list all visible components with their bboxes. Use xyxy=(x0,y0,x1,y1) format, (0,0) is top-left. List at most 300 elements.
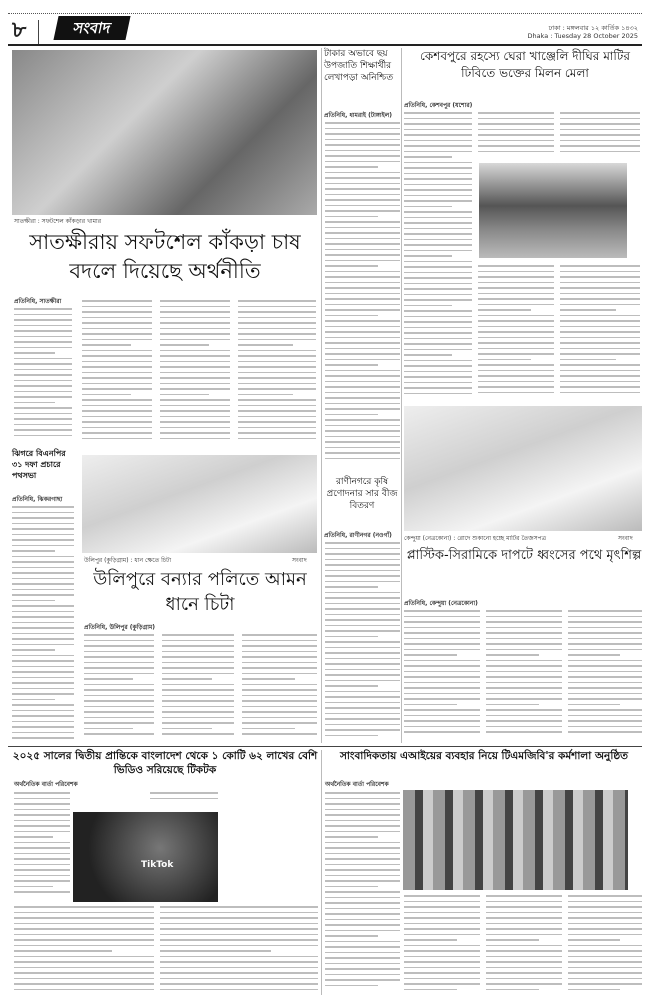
text-line xyxy=(160,950,271,952)
text-line xyxy=(486,726,562,728)
text-line xyxy=(560,134,640,136)
text-line xyxy=(560,145,640,147)
text-line xyxy=(14,336,72,338)
text-line xyxy=(404,189,472,191)
text-line xyxy=(325,713,400,715)
text-line xyxy=(486,906,562,908)
text-line xyxy=(568,671,642,673)
text-line xyxy=(325,718,400,720)
text-line xyxy=(404,283,472,285)
pottery-headline: প্লাস্টিক-সিরামিকে দাপটে ধ্বংসের পথে মৃৎশিল্প xyxy=(406,548,642,563)
column-rule xyxy=(401,48,402,743)
text-line xyxy=(325,194,400,196)
text-line xyxy=(486,978,562,980)
text-line xyxy=(404,321,472,323)
text-line xyxy=(568,989,620,991)
text-line xyxy=(82,361,152,363)
text-line xyxy=(486,676,562,678)
text-line xyxy=(325,133,400,135)
text-line xyxy=(404,365,472,367)
text-line xyxy=(404,244,472,246)
text-line xyxy=(160,906,318,908)
text-line xyxy=(12,594,74,596)
text-line xyxy=(404,643,480,645)
bnp-body xyxy=(12,506,74,743)
text-line xyxy=(12,561,74,563)
text-line xyxy=(404,720,480,722)
text-line xyxy=(325,564,400,566)
text-line xyxy=(478,140,554,142)
text-line xyxy=(568,693,642,695)
text-line xyxy=(84,678,133,680)
ulipur-byline: প্রতিনিধি, উলিপুর (কুড়িগ্রাম) xyxy=(84,624,156,631)
text-line xyxy=(325,735,378,737)
text-line xyxy=(12,589,74,591)
text-line xyxy=(12,523,74,525)
text-line xyxy=(325,575,400,577)
text-line xyxy=(12,512,74,514)
text-line xyxy=(14,325,72,327)
text-line xyxy=(486,961,562,963)
text-line xyxy=(325,430,400,432)
text-line xyxy=(478,386,554,388)
text-line xyxy=(325,249,400,251)
text-line xyxy=(486,654,539,656)
text-line xyxy=(238,361,316,363)
text-line xyxy=(568,649,642,651)
text-line xyxy=(325,392,400,394)
text-line xyxy=(325,674,400,676)
text-line xyxy=(12,611,74,613)
text-line xyxy=(486,660,562,662)
text-line xyxy=(242,706,317,708)
newspaper-logo: সংবাদ xyxy=(53,16,130,40)
text-line xyxy=(325,172,400,174)
text-line xyxy=(478,276,554,278)
text-line xyxy=(568,731,642,733)
text-line xyxy=(325,304,400,306)
text-line xyxy=(14,352,55,354)
text-line xyxy=(325,842,400,844)
text-line xyxy=(404,228,472,230)
text-line xyxy=(478,298,554,300)
text-line xyxy=(160,366,230,368)
text-line xyxy=(160,978,318,980)
text-line xyxy=(238,377,316,379)
text-line xyxy=(12,704,74,706)
text-line xyxy=(486,989,539,991)
text-line xyxy=(486,704,539,706)
text-line xyxy=(325,238,400,240)
text-line xyxy=(404,173,472,175)
pottery-body-col3 xyxy=(568,610,642,740)
text-line xyxy=(325,419,400,421)
text-line xyxy=(478,370,554,372)
text-line xyxy=(568,643,642,645)
text-line xyxy=(404,704,457,706)
text-line xyxy=(160,383,230,385)
text-line xyxy=(242,689,317,691)
text-line xyxy=(486,715,562,717)
text-line xyxy=(14,928,154,930)
text-line xyxy=(82,311,152,313)
text-line xyxy=(404,305,452,307)
text-line xyxy=(404,233,472,235)
text-line xyxy=(568,967,642,969)
text-line xyxy=(325,696,400,698)
text-line xyxy=(325,902,400,904)
text-line xyxy=(242,645,317,647)
text-line xyxy=(404,895,480,897)
text-line xyxy=(14,831,70,833)
text-line xyxy=(14,825,70,827)
text-line xyxy=(325,636,378,638)
text-line xyxy=(568,945,642,947)
text-line xyxy=(478,375,554,377)
text-line xyxy=(325,614,400,616)
text-line xyxy=(12,572,74,574)
text-line xyxy=(325,337,400,339)
text-line xyxy=(325,930,400,932)
satkhira-body-col2 xyxy=(82,300,152,448)
keshabpur-body-col1 xyxy=(404,112,472,402)
text-line xyxy=(560,293,640,295)
text-line xyxy=(325,254,400,256)
keshabpur-body-col5 xyxy=(560,265,640,400)
text-line xyxy=(486,928,562,930)
text-line xyxy=(568,923,642,925)
text-line xyxy=(404,649,480,651)
text-line xyxy=(242,667,317,669)
text-line xyxy=(404,632,480,634)
tiktok-photo xyxy=(73,812,218,902)
tiktok-headline: ২০২৫ সালের দ্বিতীয় প্রান্তিকে বাংলাদেশ থেকে ১ কোটি ৬২ লাখের বেশি ভিডিও সরিয়েছে টিকটক xyxy=(12,750,318,776)
ulipur-photo-credit: সংবাদ xyxy=(292,557,307,564)
text-line xyxy=(325,985,378,987)
text-line xyxy=(238,438,316,440)
text-line xyxy=(404,906,480,908)
text-line xyxy=(560,151,640,153)
text-line xyxy=(560,326,640,328)
text-line xyxy=(404,151,472,153)
text-line xyxy=(325,853,400,855)
text-line xyxy=(160,945,318,947)
column-rule xyxy=(321,750,322,995)
text-line xyxy=(560,392,640,394)
text-line xyxy=(404,387,472,389)
text-line xyxy=(325,792,400,794)
ulipur-photo xyxy=(82,455,317,553)
text-line xyxy=(162,634,234,636)
text-line xyxy=(404,206,452,208)
text-line xyxy=(238,421,316,423)
text-line xyxy=(238,344,293,346)
text-line xyxy=(478,342,554,344)
text-line xyxy=(560,342,640,344)
text-line xyxy=(12,605,74,607)
text-line xyxy=(14,956,154,958)
text-line xyxy=(160,961,318,963)
text-line xyxy=(12,699,55,701)
text-line xyxy=(325,408,400,410)
text-line xyxy=(325,353,400,355)
text-line xyxy=(160,361,230,363)
text-line xyxy=(84,695,154,697)
text-line xyxy=(238,399,316,401)
text-line xyxy=(160,912,318,914)
text-line xyxy=(160,372,230,374)
text-line xyxy=(162,684,234,686)
text-line xyxy=(325,798,400,800)
text-line xyxy=(478,282,554,284)
text-line xyxy=(568,978,642,980)
text-line xyxy=(14,950,112,952)
text-line xyxy=(14,391,72,393)
text-line xyxy=(162,662,234,664)
text-line xyxy=(325,669,400,671)
text-line xyxy=(404,338,472,340)
text-line xyxy=(84,733,154,735)
text-line xyxy=(325,935,378,937)
text-line xyxy=(12,517,74,519)
text-line xyxy=(568,704,620,706)
text-line xyxy=(82,383,152,385)
text-line xyxy=(486,627,562,629)
text-line xyxy=(14,906,154,908)
text-line xyxy=(486,687,562,689)
text-line xyxy=(478,392,554,394)
text-line xyxy=(325,619,400,621)
text-line xyxy=(404,627,480,629)
text-line xyxy=(325,221,400,223)
text-line xyxy=(478,265,554,267)
text-line xyxy=(238,372,316,374)
text-line xyxy=(14,369,72,371)
text-line xyxy=(238,432,316,434)
satkhira-body-col1 xyxy=(14,308,72,443)
text-line xyxy=(404,682,480,684)
text-line xyxy=(325,260,400,262)
ulipur-headline: উলিপুরে বন্যার পলিতে আমন ধানে চিটা xyxy=(93,569,307,615)
text-line xyxy=(560,129,640,131)
text-line xyxy=(162,678,212,680)
text-line xyxy=(404,266,472,268)
text-line xyxy=(404,129,472,131)
text-line xyxy=(325,825,400,827)
text-line xyxy=(12,638,74,640)
tribal-body xyxy=(325,122,400,467)
text-line xyxy=(160,306,230,308)
text-line xyxy=(325,381,400,383)
text-line xyxy=(14,374,72,376)
text-line xyxy=(238,366,316,368)
text-line xyxy=(242,678,295,680)
text-line xyxy=(160,339,230,341)
text-line xyxy=(325,447,400,449)
satkhira-photo xyxy=(12,50,317,215)
text-line xyxy=(486,610,562,612)
text-line xyxy=(568,632,642,634)
text-line xyxy=(12,528,74,530)
text-line xyxy=(242,651,317,653)
tribal-headline: টাকার অভাবে ছয় উপজাতি শিক্ষার্থীর লেখাপড়া অনিশ্চিত xyxy=(324,49,394,83)
text-line xyxy=(404,939,457,941)
text-line xyxy=(568,983,642,985)
date-english: Dhaka : Tuesday 28 October 2025 xyxy=(527,32,638,40)
text-line xyxy=(84,700,154,702)
text-line xyxy=(478,123,554,125)
text-line xyxy=(325,348,400,350)
text-line xyxy=(404,195,472,197)
text-line xyxy=(325,542,400,544)
text-line xyxy=(478,320,554,322)
text-line xyxy=(568,961,642,963)
text-line xyxy=(478,348,554,350)
text-line xyxy=(404,610,480,612)
text-line xyxy=(404,222,472,224)
text-line xyxy=(568,616,642,618)
text-line xyxy=(238,300,316,302)
text-line xyxy=(560,309,616,311)
text-line xyxy=(404,621,480,623)
text-line xyxy=(560,282,640,284)
text-line xyxy=(14,429,72,431)
text-line xyxy=(486,923,562,925)
text-line xyxy=(150,798,218,800)
text-line xyxy=(404,255,452,257)
text-line xyxy=(486,709,562,711)
text-line xyxy=(160,427,230,429)
text-line xyxy=(325,364,378,366)
text-line xyxy=(14,912,154,914)
text-line xyxy=(568,895,642,897)
text-line xyxy=(84,684,154,686)
text-line xyxy=(238,350,316,352)
text-line xyxy=(568,665,642,667)
text-line xyxy=(238,311,316,313)
text-line xyxy=(160,956,318,958)
page-number: ৮ xyxy=(12,18,27,43)
text-line xyxy=(325,724,400,726)
text-line xyxy=(325,177,400,179)
text-line xyxy=(404,726,480,728)
text-line xyxy=(160,388,230,390)
text-line xyxy=(325,150,400,152)
text-line xyxy=(325,658,400,660)
text-line xyxy=(325,397,400,399)
text-line xyxy=(84,634,154,636)
text-line xyxy=(404,376,472,378)
text-line xyxy=(560,320,640,322)
text-line xyxy=(325,913,400,915)
text-line xyxy=(325,155,400,157)
text-line xyxy=(404,983,480,985)
text-line xyxy=(478,315,554,317)
text-line xyxy=(486,638,562,640)
text-line xyxy=(14,814,70,816)
text-line xyxy=(325,691,400,693)
text-line xyxy=(404,354,452,356)
text-line xyxy=(325,370,400,372)
satkhira-byline: প্রতিনিধি, সাতক্ষীরা xyxy=(14,298,62,305)
text-line xyxy=(12,534,74,536)
text-line xyxy=(325,298,400,300)
text-line xyxy=(404,162,472,164)
text-line xyxy=(560,276,640,278)
text-line xyxy=(162,733,234,735)
text-line xyxy=(568,715,642,717)
pottery-photo xyxy=(404,406,642,531)
tmgb-body-col4 xyxy=(568,895,642,995)
text-line xyxy=(486,616,562,618)
text-line xyxy=(486,917,562,919)
text-line xyxy=(238,410,316,412)
text-line xyxy=(404,360,472,362)
text-line xyxy=(478,134,554,136)
text-line xyxy=(14,435,72,437)
text-line xyxy=(14,978,154,980)
text-line xyxy=(12,666,74,668)
text-line xyxy=(404,145,472,147)
text-line xyxy=(325,847,400,849)
text-line xyxy=(162,667,234,669)
text-line xyxy=(162,722,234,724)
text-line xyxy=(160,934,318,936)
text-line xyxy=(12,539,74,541)
text-line xyxy=(242,656,317,658)
text-line xyxy=(14,308,72,310)
text-line xyxy=(325,287,400,289)
keshabpur-body-col4 xyxy=(478,265,554,400)
text-line xyxy=(325,188,400,190)
text-line xyxy=(325,625,400,627)
text-line xyxy=(14,358,72,360)
text-line xyxy=(238,333,316,335)
text-line xyxy=(486,895,562,897)
text-line xyxy=(12,556,74,558)
text-line xyxy=(160,328,230,330)
text-line xyxy=(325,139,400,141)
text-line xyxy=(325,276,400,278)
text-line xyxy=(325,941,400,943)
text-line xyxy=(82,366,152,368)
text-line xyxy=(478,353,554,355)
text-line xyxy=(404,972,480,974)
text-line xyxy=(568,709,642,711)
text-line xyxy=(325,814,400,816)
text-line xyxy=(162,700,234,702)
text-line xyxy=(486,665,562,667)
text-line xyxy=(478,118,554,120)
text-line xyxy=(486,643,562,645)
text-line xyxy=(160,322,230,324)
text-line xyxy=(162,728,212,730)
text-line xyxy=(14,798,70,800)
text-line xyxy=(242,722,317,724)
pottery-body-col2 xyxy=(486,610,562,740)
text-line xyxy=(160,410,230,412)
text-line xyxy=(325,957,400,959)
text-line xyxy=(160,917,318,919)
text-line xyxy=(560,298,640,300)
text-line xyxy=(404,140,472,142)
satkhira-body-col4 xyxy=(238,300,316,448)
text-line xyxy=(325,586,378,588)
text-line xyxy=(160,311,230,313)
text-line xyxy=(478,145,554,147)
text-line xyxy=(404,239,472,241)
text-line xyxy=(238,306,316,308)
